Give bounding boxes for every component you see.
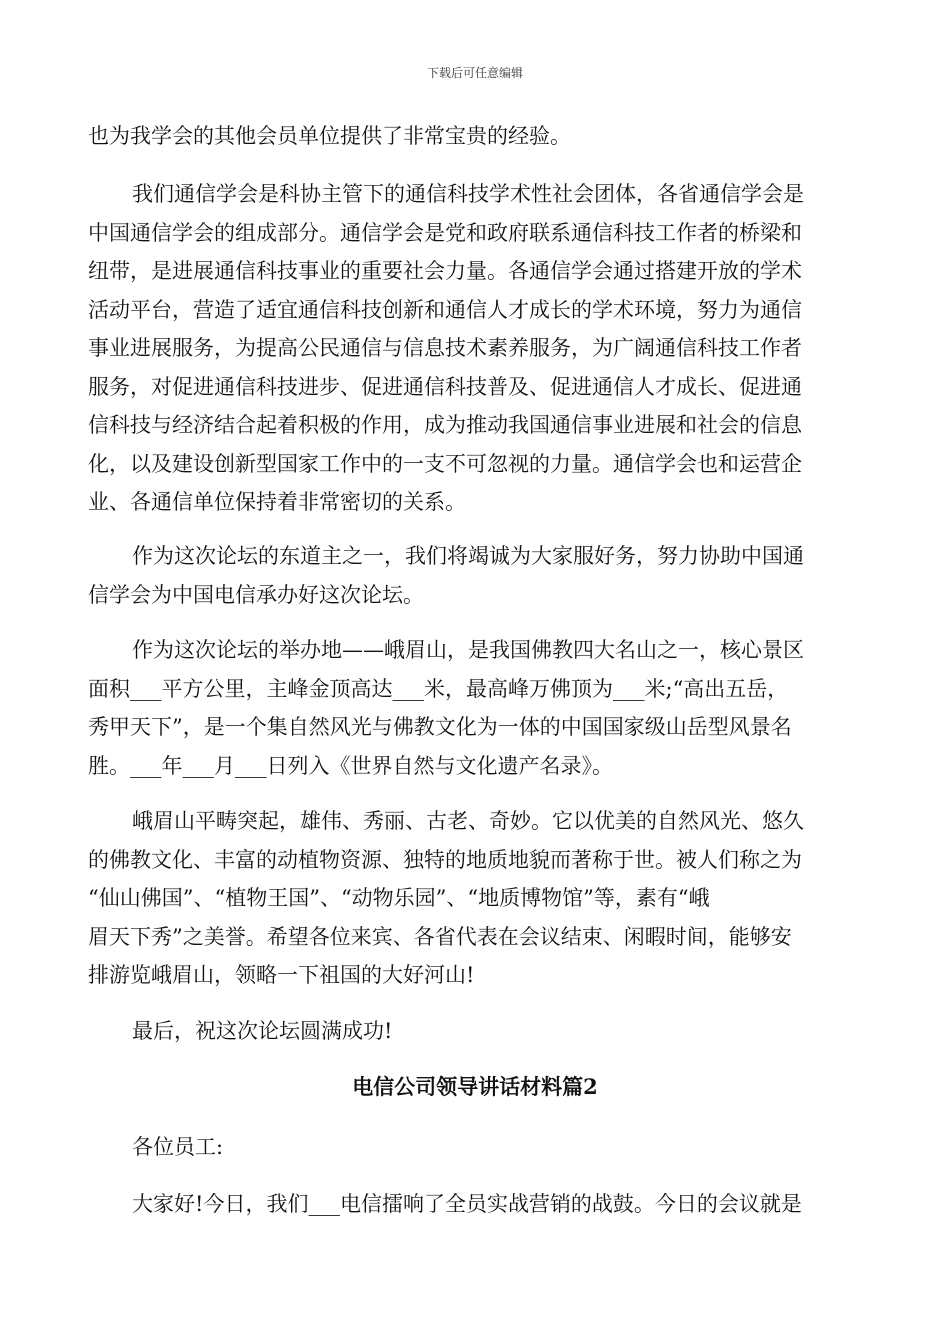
text-line: 大家好!今日，我们___电信擂响了全员实战营销的战鼓。今日的会议就是 [132, 1192, 802, 1216]
text-line: 活动平台，营造了适宜通信科技创新和通信人才成长的学术环境，努力为通信 [88, 297, 802, 322]
text-line: “仙山佛国”、“植物王国”、“动物乐园”、“地质博物馆”等，素有“峨 [88, 886, 710, 910]
text-line: 胜。___年___月___日列入《世界自然与文化遗产名录》。 [88, 753, 613, 778]
paragraph-telecom-society [88, 175, 858, 522]
text-line: 也为我学会的其他会员单位提供了非常宝贵的经验。 [88, 124, 571, 148]
text-line: 事业进展服务，为提高公民通信与信息技术素养服务，为广阔通信科技工作者 [88, 336, 802, 360]
paragraph-closing [88, 1012, 858, 1051]
text-line: 作为这次论坛的举办地——峨眉山，是我国佛教四大名山之一，核心景区 [132, 638, 804, 662]
text-line: 服务，对促进通信科技进步、促进通信科技普及、促进通信人才成长、促进通 [88, 374, 802, 399]
text-line: 面积___平方公里，主峰金顶高达___米，最高峰万佛顶为___米;“高出五岳， [88, 676, 789, 701]
page-header-note: 下载后可任意编辑 [426, 66, 523, 80]
text-line: 信科技与经济结合起着积极的作用，成为推动我国通信事业进展和社会的信息 [88, 413, 802, 437]
text-line: 纽带，是进展通信科技事业的重要社会力量。各通信学会通过搭建开放的学术 [88, 259, 802, 283]
text-line: 排游览峨眉山，领略一下祖国的大好河山! [88, 963, 475, 987]
text-line: 中国通信学会的组成部分。通信学会是党和政府联系通信科技工作者的桥梁和 [88, 220, 802, 245]
text-line: 各位员工: [132, 1135, 224, 1159]
paragraph-host [88, 537, 858, 614]
paragraph-greeting [88, 1185, 858, 1224]
text-line: 我们通信学会是科协主管下的通信科技学术性社会团体，各省通信学会是 [132, 182, 804, 206]
text-line: 眉天下秀”之美誉。希望各位来宾、各省代表在会议结束、闲暇时间，能够安 [88, 924, 792, 949]
paragraph-salutation [88, 1128, 858, 1167]
paragraph-emei-description [88, 802, 858, 995]
text-line: 化，以及建设创新型国家工作中的一支不可忽视的力量。通信学会也和运营企 [88, 451, 802, 476]
text-line: 的佛教文化、丰富的动植物资源、独特的地质地貌而著称于世。被人们称之为 [88, 847, 802, 872]
text-line: 峨眉山平畴突起，雄伟、秀丽、古老、奇妙。它以优美的自然风光、悠久 [132, 809, 804, 833]
text-line: 作为这次论坛的东道主之一，我们将竭诚为大家服好务，努力协助中国通 [132, 544, 804, 568]
text-line: 最后，祝这次论坛圆满成功! [132, 1019, 393, 1043]
text-line: 业、各通信单位保持着非常密切的关系。 [88, 490, 466, 514]
paragraph-continuation [88, 117, 858, 156]
section-heading: 电信公司领导讲话材料篇2 [352, 1074, 598, 1099]
text-line: 信学会为中国电信承办好这次论坛。 [88, 582, 424, 607]
text-line: 秀甲天下”，是一个集自然风光与佛教文化为一体的中国国家级山岳型风景名 [88, 715, 792, 739]
paragraph-emei-venue [88, 631, 858, 785]
